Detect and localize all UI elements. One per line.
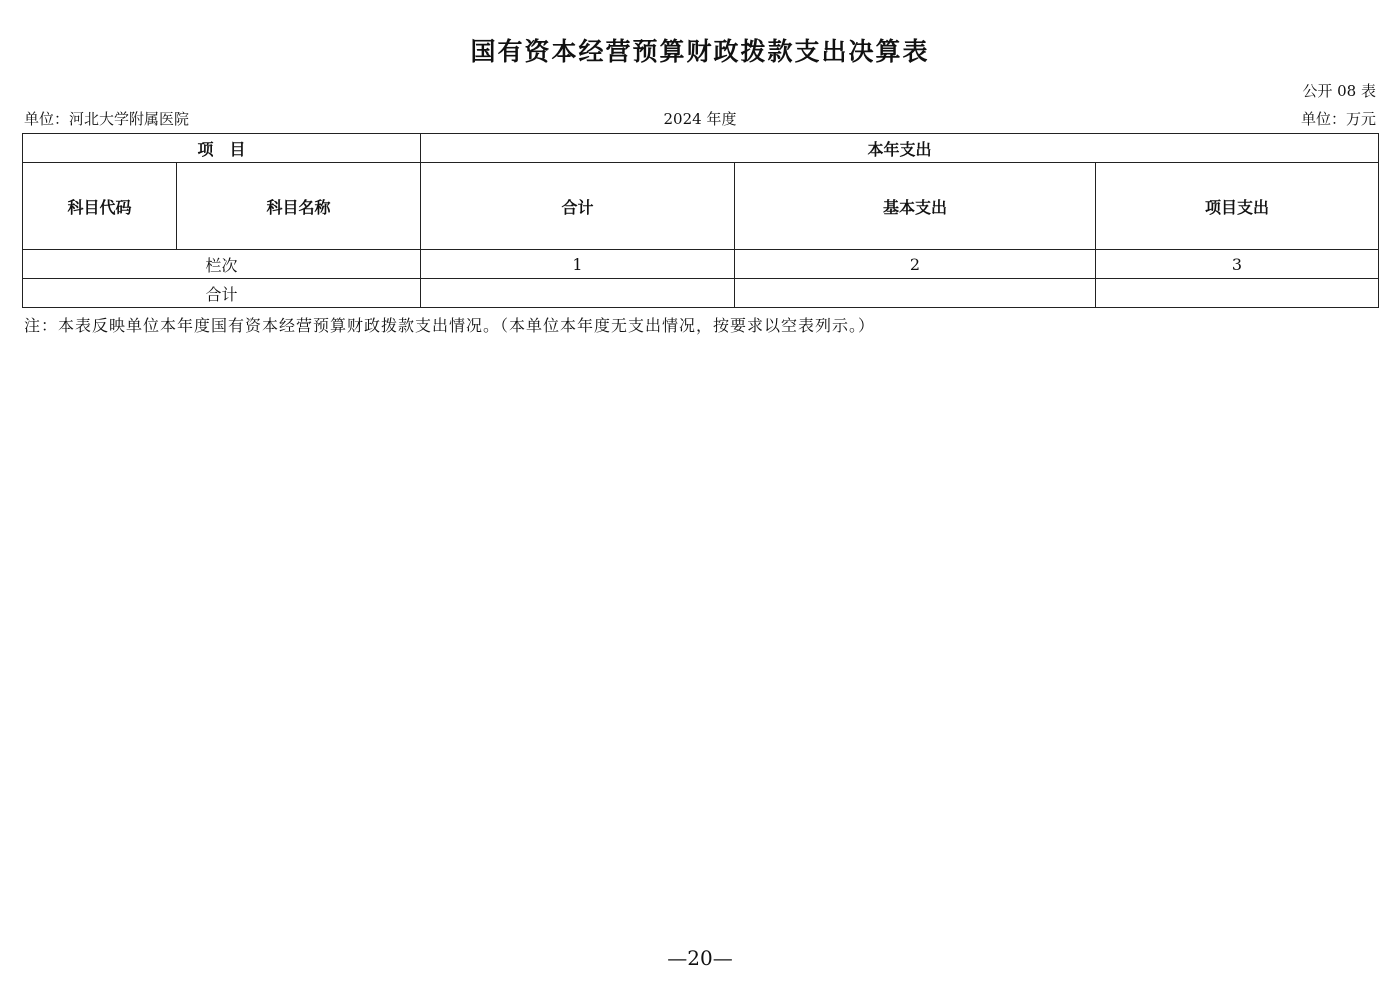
document-title: 国有资本经营预算财政拨款支出决算表	[470, 37, 930, 66]
total-value	[421, 279, 735, 308]
table-column-header-row	[23, 163, 1379, 250]
currency-unit: 单位：万元	[1300, 110, 1376, 128]
header-basic-expense: 基本支出	[735, 163, 1096, 250]
table-row-total	[23, 279, 1379, 308]
column-index-2: 2	[735, 250, 1096, 279]
project-expense-value	[1096, 279, 1379, 308]
table-header-group-row	[23, 134, 1379, 163]
column-index-1: 1	[421, 250, 735, 279]
header-item-group-label: 项 目	[197, 139, 246, 159]
fiscal-year: 2024 年度	[663, 110, 737, 128]
table-row-column-index	[23, 250, 1379, 279]
basic-expense-value	[735, 279, 1096, 308]
document-meta-row	[24, 108, 1376, 130]
column-index-3: 3	[1096, 250, 1379, 279]
header-project-expense: 项目支出	[1096, 163, 1379, 250]
table-footnote: 注：本表反映单位本年度国有资本经营预算财政拨款支出情况。（本单位本年度无支出情况，按要求以空表列示。）	[24, 316, 876, 335]
header-expense-group	[421, 134, 1379, 163]
header-subject-code: 科目代码	[23, 163, 177, 250]
column-index-label: 栏次	[23, 250, 421, 279]
expenditure-table	[22, 133, 1379, 308]
reporting-unit: 单位：河北大学附属医院	[24, 110, 190, 128]
header-total: 合计	[421, 163, 735, 250]
page-number: —20—	[667, 946, 733, 970]
form-number: 公开 08 表	[1302, 82, 1376, 100]
header-subject-name: 科目名称	[177, 163, 421, 250]
total-row-label: 合计	[23, 279, 421, 308]
header-expense-group-label: 本年支出	[867, 139, 932, 159]
header-item-group	[23, 134, 421, 163]
